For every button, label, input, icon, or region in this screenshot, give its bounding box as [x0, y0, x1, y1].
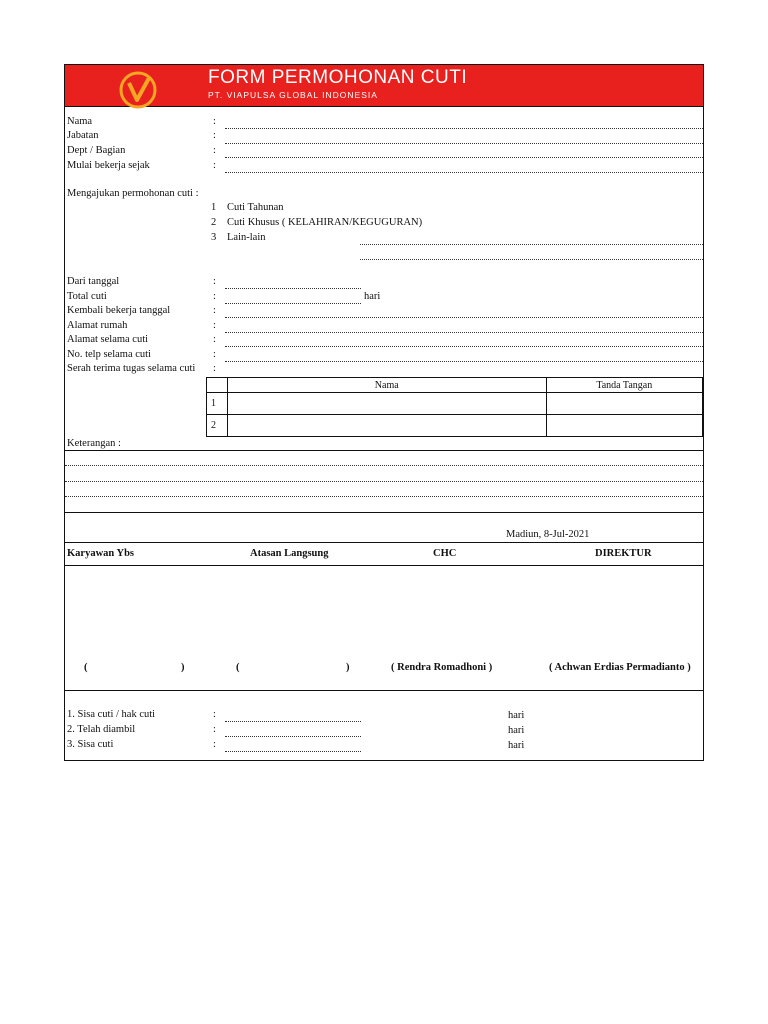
leave-request-form [64, 64, 704, 761]
table-row [207, 393, 703, 415]
cell-nama[interactable] [227, 415, 546, 437]
field-jabatan[interactable] [225, 143, 703, 144]
colon: : [213, 305, 216, 316]
colon: : [213, 349, 216, 360]
signature-karyawan-close: ) [181, 662, 185, 673]
field-dari-tanggal[interactable] [225, 288, 361, 289]
colon: : [213, 116, 216, 127]
colon: : [213, 160, 216, 171]
colon: : [213, 145, 216, 156]
signature-chc-label: CHC [433, 548, 457, 559]
signature-atasan-open: ( [236, 662, 240, 673]
signature-direktur-name: ( Achwan Erdias Permadianto ) [549, 662, 691, 673]
unit-hari: hari [508, 740, 525, 751]
cell-nama[interactable] [227, 393, 546, 415]
field-sisa-cuti[interactable] [225, 751, 361, 752]
field-sisa-hak-cuti[interactable] [225, 721, 361, 722]
label-serah-terima: Serah terima tugas selama cuti [67, 363, 196, 374]
handover-table [206, 377, 703, 437]
unit-hari: hari [364, 291, 381, 302]
field-keterangan-1[interactable] [65, 465, 703, 466]
option-lain-lain[interactable]: Lain-lain [227, 232, 266, 243]
cell-tanda-tangan[interactable] [546, 393, 702, 415]
field-dept[interactable] [225, 157, 703, 158]
divider [65, 512, 703, 513]
cell-tanda-tangan[interactable] [546, 415, 702, 437]
option-cuti-tahunan[interactable]: Cuti Tahunan [227, 202, 284, 213]
unit-hari: hari [508, 710, 525, 721]
label-mulai-bekerja: Mulai bekerja sejak [67, 160, 150, 171]
place-date: Madiun, 8-Jul-2021 [506, 529, 590, 540]
colon: : [213, 739, 216, 750]
field-keterangan-2[interactable] [65, 481, 703, 482]
field-lain-lain-1[interactable] [360, 244, 703, 245]
signature-karyawan-open: ( [84, 662, 88, 673]
option-number: 1 [211, 202, 217, 213]
colon: : [213, 709, 216, 720]
signature-atasan-label: Atasan Langsung [250, 548, 329, 559]
colon: : [213, 276, 216, 287]
signature-karyawan-label: Karyawan Ybs [67, 548, 134, 559]
option-number: 2 [211, 217, 217, 228]
row-number: 2 [207, 415, 228, 437]
colon: : [213, 724, 216, 735]
label-alamat-rumah: Alamat rumah [67, 320, 128, 331]
field-alamat-rumah[interactable] [225, 332, 703, 333]
colon: : [213, 363, 216, 374]
divider [65, 565, 703, 566]
field-kembali-bekerja[interactable] [225, 317, 703, 318]
field-alamat-cuti[interactable] [225, 346, 703, 347]
divider [65, 690, 703, 691]
table-header-row [207, 378, 703, 393]
option-cuti-khusus[interactable]: Cuti Khusus ( KELAHIRAN/KEGUGURAN) [227, 217, 423, 228]
field-telah-diambil[interactable] [225, 736, 361, 737]
table-row [207, 415, 703, 437]
signature-atasan-close: ) [346, 662, 350, 673]
colon: : [213, 291, 216, 302]
option-number: 3 [211, 232, 217, 243]
column-header-tanda-tangan: Tanda Tangan [546, 378, 702, 393]
divider [65, 542, 703, 543]
label-kembali-bekerja: Kembali bekerja tanggal [67, 305, 171, 316]
column-header-nama: Nama [227, 378, 546, 393]
signature-chc-name: ( Rendra Romadhoni ) [391, 662, 493, 673]
label-jabatan: Jabatan [67, 130, 99, 141]
label-nama: Nama [67, 116, 93, 127]
field-keterangan-3[interactable] [65, 496, 703, 497]
field-total-cuti[interactable] [225, 303, 361, 304]
label-telp: No. telp selama cuti [67, 349, 151, 360]
field-lain-lain-2[interactable] [360, 259, 703, 260]
form-header [65, 65, 703, 107]
table-cell [207, 378, 228, 393]
form-title: FORM PERMOHONAN CUTI [208, 67, 468, 88]
signature-direktur-label: DIREKTUR [595, 548, 652, 559]
row-number: 1 [207, 393, 228, 415]
label-total-cuti: Total cuti [67, 291, 107, 302]
label-dept: Dept / Bagian [67, 145, 126, 156]
company-name: PT. VIAPULSA GLOBAL INDONESIA [208, 90, 378, 100]
colon: : [213, 320, 216, 331]
label-keterangan: Keterangan : [67, 438, 121, 449]
divider [65, 450, 703, 451]
field-nama[interactable] [225, 128, 703, 129]
label-sisa-hak-cuti: 1. Sisa cuti / hak cuti [67, 709, 156, 720]
label-sisa-cuti: 3. Sisa cuti [67, 739, 114, 750]
viapulsa-v-logo-icon [117, 69, 159, 111]
label-alamat-cuti: Alamat selama cuti [67, 334, 149, 345]
colon: : [213, 334, 216, 345]
label-dari-tanggal: Dari tanggal [67, 276, 120, 287]
unit-hari: hari [508, 725, 525, 736]
field-mulai-bekerja[interactable] [225, 172, 703, 173]
request-intro: Mengajukan permohonan cuti : [67, 188, 199, 199]
field-telp[interactable] [225, 361, 703, 362]
label-telah-diambil: 2. Telah diambil [67, 724, 136, 735]
colon: : [213, 130, 216, 141]
